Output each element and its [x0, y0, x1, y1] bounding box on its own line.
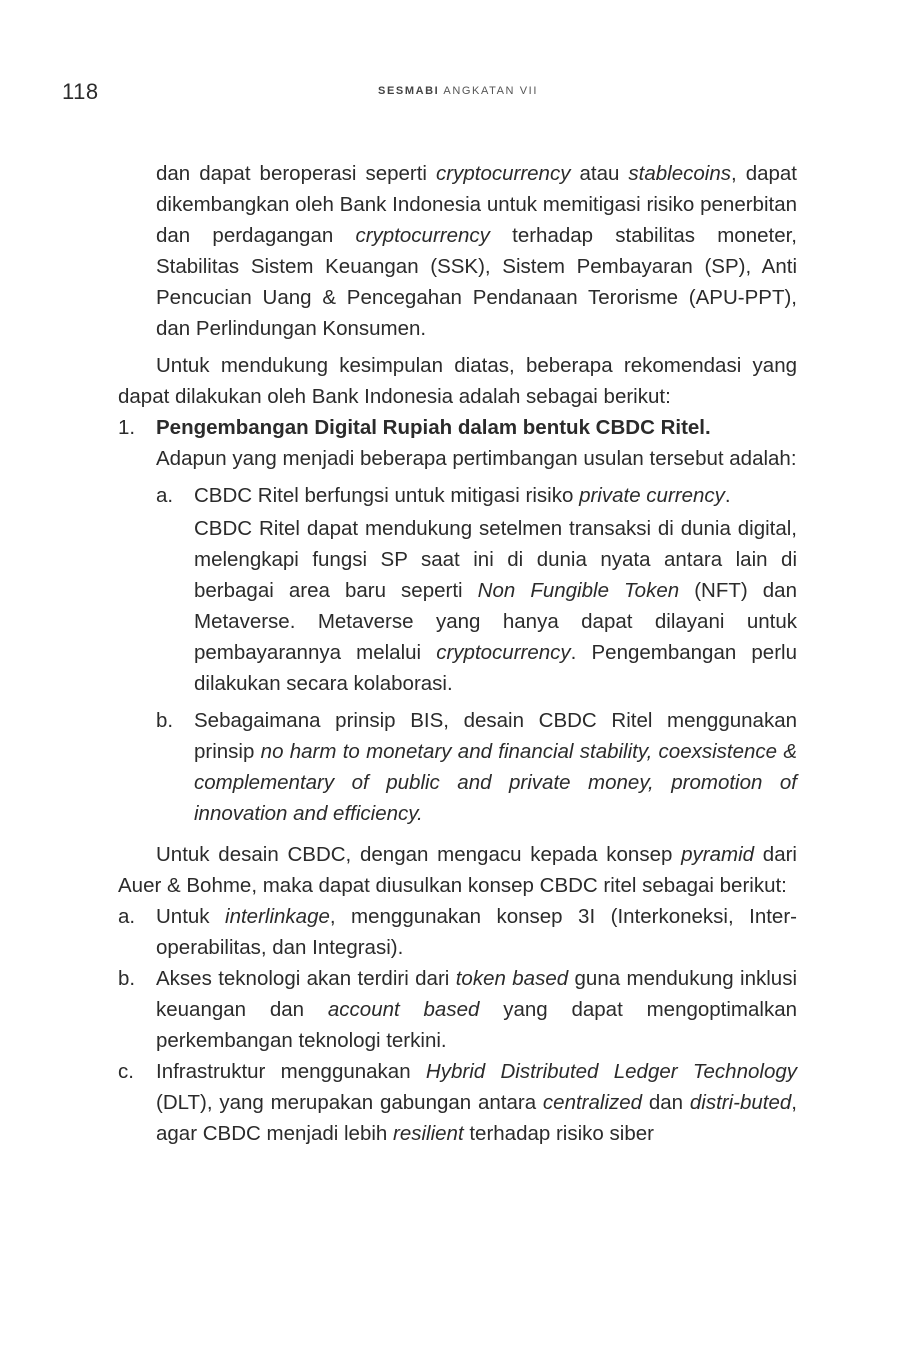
- body-text: [118, 158, 797, 1149]
- italic-term: pyramid: [681, 843, 755, 866]
- text: . Pengembangan perlu dilakukan secara kolaborasi.: [194, 641, 797, 695]
- text: terhadap stabilitas moneter, Stabilitas Sistem Keuangan (SSK), Sistem Pembayaran (SP), Anti Pencucian Uang & Pencegahan Pendanaan Terorisme (APU-PPT), dan Perlindungan Konsumen.: [156, 224, 797, 340]
- italic-term: centralized: [542, 1091, 643, 1114]
- list-marker: a.: [156, 484, 174, 507]
- italic-term: cryptocurrency: [355, 224, 490, 247]
- italic-term: Non Fungible Token: [477, 579, 680, 602]
- running-head-rest: ANGKATAN VII: [439, 85, 538, 97]
- italic-term: cryptocurrency: [436, 641, 571, 664]
- list2-item-a: [118, 901, 797, 963]
- sub-item-b: [118, 705, 797, 829]
- italic-term: private currency: [579, 484, 725, 507]
- text: (NFT) dan Metaverse. Metaverse yang hanya dapat dilayani untuk pembayarannya melalui: [194, 579, 797, 664]
- italic-term: cryptocurrency: [436, 162, 571, 185]
- sub-item-body: [194, 705, 797, 829]
- list2-item-b: [118, 963, 797, 1056]
- text: guna mendukung inklusi keuangan dan: [156, 967, 798, 1021]
- paragraph-1: [118, 158, 797, 344]
- paragraph-2: Untuk mendukung kesimpulan diatas, beberapa rekomendasi yang dapat dilakukan oleh Bank Indonesia adalah sebagai berikut:: [118, 354, 797, 408]
- list2-item-c: [118, 1056, 797, 1149]
- list-marker: 1.: [118, 416, 136, 439]
- text: , dapat dikembangkan oleh Bank Indonesia untuk memitigasi risiko penerbitan dan perdagangan: [156, 162, 797, 247]
- italic-term: token based: [455, 967, 569, 990]
- text: Untuk desain CBDC, dengan mengacu kepada konsep: [156, 843, 682, 866]
- sub-item-a: [118, 480, 797, 699]
- list-marker: c.: [118, 1060, 134, 1083]
- list-item-1: [118, 412, 797, 474]
- text: yang dapat mengoptimalkan perkembangan teknologi terkini.: [156, 998, 798, 1052]
- italic-term: distri-buted: [689, 1091, 792, 1114]
- italic-term: interlinkage: [225, 905, 330, 928]
- italic-term: resilient: [393, 1122, 464, 1145]
- text: CBDC Ritel dapat mendukung setelmen transaksi di dunia digital, melengkapi fungsi SP saat ini di dunia nyata antara lain di berbagai area baru seperti: [194, 517, 797, 602]
- text: atau: [570, 162, 629, 185]
- text: Akses teknologi akan terdiri dari: [156, 967, 456, 990]
- text: , agar CBDC menjadi lebih: [156, 1091, 797, 1145]
- page-number: 118: [62, 79, 99, 104]
- text: .: [724, 484, 731, 507]
- running-head-bold: SESMABI: [378, 85, 440, 97]
- running-head: [0, 85, 916, 97]
- paragraph-3: [118, 839, 797, 901]
- italic-term: stablecoins: [628, 162, 731, 185]
- text: Infrastruktur menggunakan: [156, 1060, 426, 1083]
- text: dan: [642, 1091, 690, 1114]
- list-marker: a.: [118, 905, 136, 928]
- list-item-body: Adapun yang menjadi beberapa pertimbangan usulan tersebut adalah:: [156, 447, 797, 470]
- list-marker: b.: [156, 709, 174, 732]
- text: dan dapat beroperasi seperti: [156, 162, 437, 185]
- text: (DLT), yang merupakan gabungan antara: [156, 1091, 543, 1114]
- italic-term: account based: [327, 998, 480, 1021]
- text: Untuk: [156, 905, 226, 928]
- text: dari Auer & Bohme, maka dapat diusulkan konsep CBDC ritel sebagai berikut:: [118, 843, 797, 897]
- italic-term: no harm to monetary and financial stability, coexsistence & complementary of public and private money, promotion of innovation and efficiency.: [194, 740, 798, 825]
- text: Sebagaimana prinsip BIS, desain CBDC Ritel menggunakan prinsip: [194, 709, 797, 763]
- sub-item-body: [194, 513, 797, 699]
- list-marker: b.: [118, 967, 136, 990]
- text: terhadap risiko siber: [463, 1122, 654, 1145]
- text: , menggunakan konsep 3I (Interkoneksi, Inter-operabilitas, dan Integrasi).: [156, 905, 797, 959]
- text: CBDC Ritel berfungsi untuk mitigasi risiko: [194, 484, 580, 507]
- italic-term: Hybrid Distributed Ledger Technology: [425, 1060, 797, 1083]
- sub-item-title: [194, 480, 797, 511]
- list-item-title: Pengembangan Digital Rupiah dalam bentuk CBDC Ritel.: [156, 416, 711, 439]
